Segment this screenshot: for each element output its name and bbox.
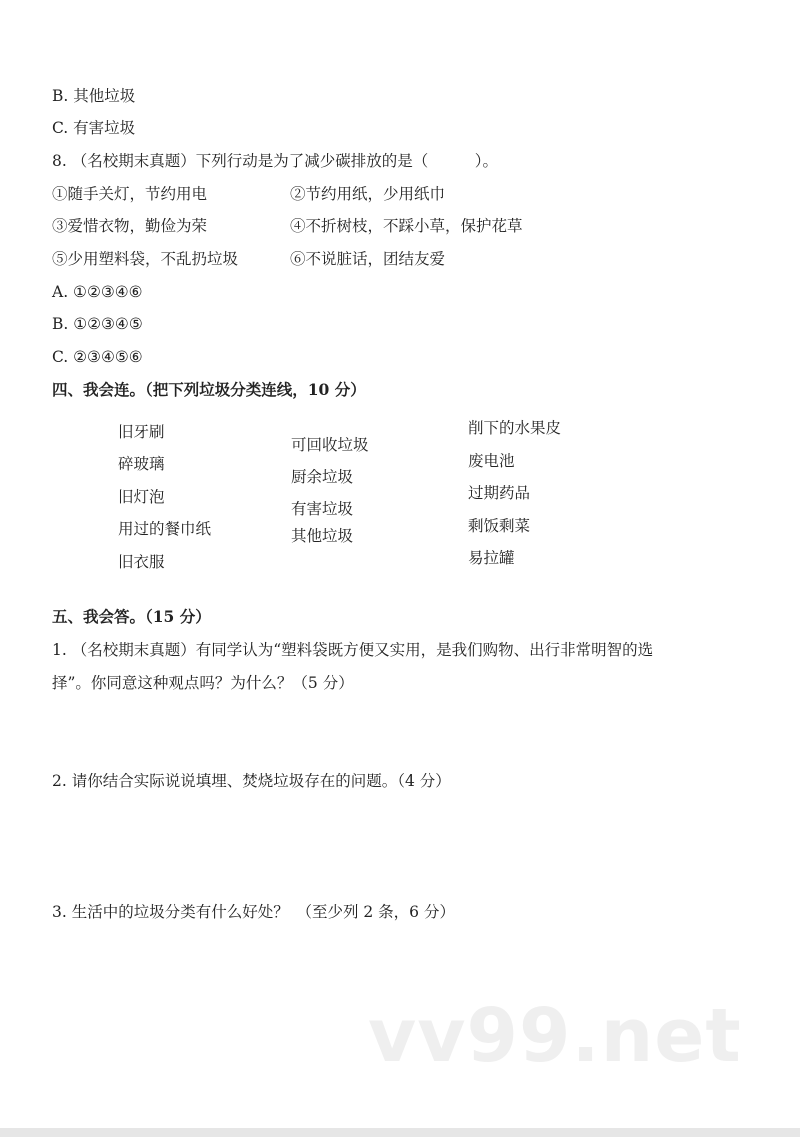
- q5-2: 2. 请你结合实际说说填埋、焚烧垃圾存在的问题。（4 分）: [52, 772, 451, 790]
- q5-3: 3. 生活中的垃圾分类有什么好处？ （至少列 2 条，6 分）: [52, 903, 455, 921]
- q8-item-2: ②节约用纸，少用纸巾: [290, 185, 446, 203]
- q8-item-4: ④不折树枝，不踩小草，保护花草: [290, 217, 523, 235]
- q8-option-c: C. ②③④⑤⑥: [52, 348, 143, 366]
- match-left-item: 用过的餐巾纸: [118, 520, 212, 538]
- match-right-item: 过期药品: [468, 484, 531, 502]
- match-left-item: 碎玻璃: [118, 455, 165, 473]
- match-left-item: 旧牙刷: [118, 423, 165, 441]
- q8-option-a: A. ①②③④⑥: [52, 283, 143, 301]
- q5-1-line1: 1. （名校期末真题）有同学认为“塑料袋既方便又实用，是我们购物、出行非常明智的选: [52, 641, 654, 659]
- page-bottom-edge: [0, 1128, 800, 1137]
- match-category: 厨余垃圾: [291, 468, 354, 486]
- match-category: 其他垃圾: [291, 527, 354, 545]
- q8-option-b: B. ①②③④⑤: [52, 315, 143, 333]
- watermark: vv99.net: [368, 993, 742, 1079]
- q5-1-line2: 择”。你同意这种观点吗？为什么？（5 分）: [52, 674, 354, 692]
- q7-option-c: C. 有害垃圾: [52, 119, 136, 137]
- q8-item-5: ⑤少用塑料袋，不乱扔垃圾: [52, 250, 239, 268]
- match-category: 有害垃圾: [291, 500, 354, 518]
- q8-question: 8. （名校期末真题）下列行动是为了减少碳排放的是（ ）。: [52, 152, 498, 170]
- match-category: 可回收垃圾: [291, 436, 369, 454]
- q8-item-3: ③爱惜衣物，勤俭为荣: [52, 217, 208, 235]
- q8-item-1: ①随手关灯，节约用电: [52, 185, 208, 203]
- section5-heading: 五、我会答。（15 分）: [52, 607, 211, 626]
- match-right-item: 削下的水果皮: [468, 419, 562, 437]
- q7-option-b: B. 其他垃圾: [52, 87, 136, 105]
- match-right-item: 废电池: [468, 452, 515, 470]
- q8-item-6: ⑥不说脏话，团结友爱: [290, 250, 446, 268]
- match-right-item: 剩饭剩菜: [468, 517, 531, 535]
- match-right-item: 易拉罐: [468, 549, 515, 567]
- section4-heading: 四、我会连。（把下列垃圾分类连线，10 分）: [52, 380, 366, 399]
- match-left-item: 旧衣服: [118, 553, 165, 571]
- match-left-item: 旧灯泡: [118, 488, 165, 506]
